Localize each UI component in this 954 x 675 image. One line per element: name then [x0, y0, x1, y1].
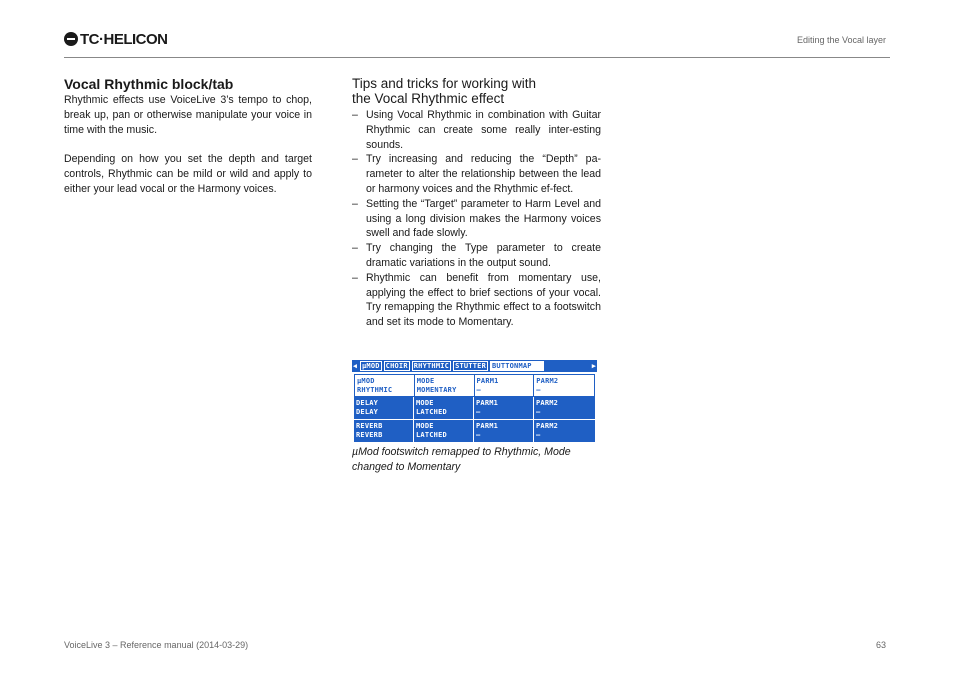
tips-list	[352, 108, 601, 330]
lcd-tab-umod: µMOD	[362, 362, 380, 370]
logo-mark-icon	[64, 32, 78, 46]
page-number: 63	[875, 640, 886, 650]
lcd-cell	[414, 420, 474, 442]
right-arrow-icon: ▶	[591, 362, 597, 370]
depth-paragraph: Depending on how you set the depth and target controls, Rhythmic can be mild or wild and apply to either your lead vocal or the Harmony voices.	[64, 153, 312, 195]
lcd-cell-line: –	[536, 386, 541, 394]
lcd-cell-line: MOMENTARY	[416, 386, 457, 394]
lcd-cell-line: PARM1	[476, 422, 499, 430]
tip-text: Using Vocal Rhythmic in combination with Guitar Rhythmic can create some really inter-esting sounds.	[366, 109, 601, 151]
tips-heading	[352, 76, 601, 106]
lcd-cell-line: –	[536, 408, 541, 416]
lcd-cell	[475, 375, 535, 396]
lcd-screenshot	[352, 360, 597, 442]
lcd-tab-bar	[352, 360, 597, 372]
header-divider	[64, 57, 890, 58]
lcd-cell	[474, 397, 534, 419]
lcd-cell-line: LATCHED	[416, 431, 447, 439]
intro-paragraph: Rhythmic effects use VoiceLive 3’s tempo to chop, break up, pan or otherwise manipulate your voice in time with the music.	[64, 94, 312, 136]
lcd-cell-line: RHYTHMIC	[357, 386, 393, 394]
tip-item	[352, 152, 601, 196]
dash: –	[352, 271, 358, 284]
left-column	[64, 76, 312, 197]
tip-item	[352, 197, 601, 241]
lcd-cell	[534, 375, 594, 396]
tip-text: Setting the “Target” parameter to Harm Level and using a long division makes the Harmony voices swell and fade slowly.	[366, 197, 601, 240]
logo-text: TC·HELICON	[80, 30, 168, 48]
lcd-tab-rhythmic: RHYTHMIC	[413, 362, 450, 370]
tip-item	[352, 241, 601, 271]
lcd-cell-line: PARM1	[476, 399, 499, 407]
dash: –	[352, 242, 358, 255]
tips-heading-line2: the Vocal Rhythmic effect	[352, 91, 505, 106]
tip-text: Rhythmic can benefit from momentary use, applying the effect to brief sections of your vocal. Try remapping the Rhythmic effect to a footswitch and set its mode to Momentary.	[366, 271, 601, 329]
lcd-cell-line: –	[476, 431, 481, 439]
lcd-cell-line: DELAY	[356, 408, 379, 416]
lcd-row	[354, 397, 595, 420]
lcd-cell	[355, 375, 415, 396]
lcd-cell-line: PARM2	[536, 422, 559, 430]
dash: –	[352, 197, 358, 210]
lcd-cell	[354, 420, 414, 442]
tip-text: Try increasing and reducing the “Depth” pa-rameter to alter the relationship between the lead or harmony voices and the Rhythmic ef-fect.	[366, 153, 601, 195]
lcd-cell-line: DELAY	[356, 399, 379, 407]
block-heading: Vocal Rhythmic block/tab	[64, 76, 234, 92]
lcd-cell	[474, 420, 534, 442]
lcd-cell-line: PARM2	[536, 399, 559, 407]
lcd-cell	[414, 397, 474, 419]
dash: –	[352, 109, 358, 121]
figure-caption: µMod footswitch remapped to Rhythmic, Mode changed to Momentary	[352, 446, 571, 473]
section-title: Editing the Vocal layer	[796, 35, 886, 45]
lcd-cell	[415, 375, 475, 396]
lcd-cell-line: PARM2	[536, 377, 559, 385]
lcd-cell-line: MODE	[416, 399, 434, 407]
lcd-cell	[354, 397, 414, 419]
dash: –	[352, 153, 358, 166]
lcd-grid	[354, 374, 595, 443]
tip-item	[352, 108, 601, 152]
lcd-tab-stutter: STUTTER	[455, 362, 486, 370]
lcd-cell-line: LATCHED	[416, 408, 447, 416]
lcd-cell	[534, 397, 594, 419]
lcd-row	[354, 420, 595, 443]
tip-text: Try changing the Type parameter to create dramatic variations in the output sound.	[366, 242, 601, 269]
right-column	[352, 76, 601, 330]
lcd-cell-line: MODE	[416, 422, 434, 430]
lcd-cell-line: PARM1	[476, 377, 499, 385]
left-arrow-icon: ◀	[352, 362, 358, 370]
tc-helicon-logo	[64, 30, 168, 48]
tip-item	[352, 271, 601, 330]
lcd-cell-line: –	[476, 386, 481, 394]
lcd-tab-choir: CHOIR	[385, 362, 408, 370]
lcd-row	[354, 374, 595, 397]
footer-manual-title: VoiceLive 3 – Reference manual (2014-03-29)	[64, 640, 249, 650]
lcd-cell-line: –	[476, 408, 481, 416]
lcd-tab-buttonmap: BUTTONMAP	[490, 361, 544, 371]
lcd-cell-line: REVERB	[356, 422, 383, 430]
lcd-cell-line: REVERB	[356, 431, 383, 439]
lcd-cell-line: µMOD	[357, 377, 375, 385]
lcd-cell-line: –	[536, 431, 541, 439]
lcd-cell	[534, 420, 594, 442]
lcd-cell-line: MODE	[416, 377, 435, 385]
tips-heading-line1: Tips and tricks for working with	[352, 76, 537, 91]
